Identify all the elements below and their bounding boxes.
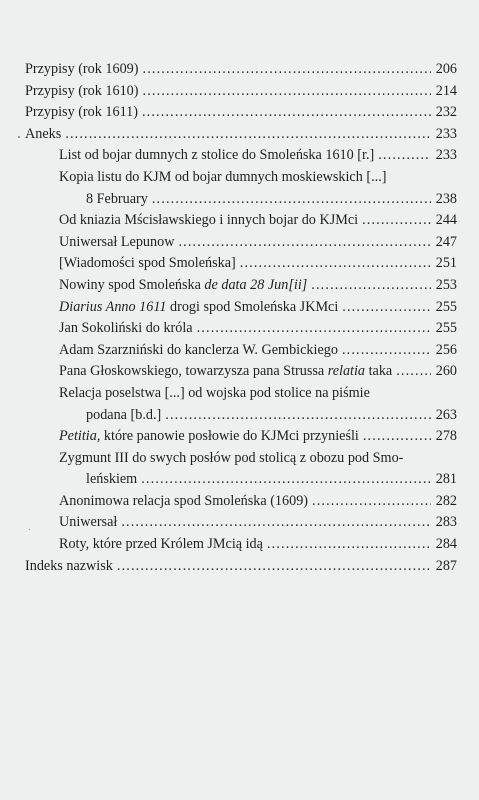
dot-leader <box>378 145 431 167</box>
toc-entry[interactable] <box>25 361 457 383</box>
toc-entry-page: 233 <box>435 147 457 164</box>
dot-leader <box>152 189 431 211</box>
toc-entry-title: List od bojar dumnych z stolice do Smoleńska 1610 [r.] <box>59 147 375 164</box>
dot-leader <box>312 491 431 513</box>
toc-entry-page: 255 <box>435 320 457 337</box>
table-of-contents <box>25 59 457 577</box>
toc-entry[interactable] <box>25 210 457 232</box>
paper-speck <box>18 136 20 138</box>
toc-entry-page: 238 <box>435 190 457 207</box>
toc-entry-title: Jan Sokoliński do króla <box>59 320 193 337</box>
toc-entry-title: Przypisy (rok 1609) <box>25 61 139 77</box>
title-part-italic: de data 28 Jun <box>204 276 289 293</box>
dot-leader <box>363 426 431 448</box>
dot-leader <box>165 405 431 427</box>
toc-entry-title: Anonimowa relacja spod Smoleńska (1609) <box>59 492 309 509</box>
toc-entry[interactable] <box>25 318 457 340</box>
toc-entry-title <box>59 297 338 319</box>
toc-entry-title: Relacja poselstwa [...] od wojska pod stolice na piśmie <box>59 384 370 401</box>
toc-entry-page: 284 <box>435 536 457 553</box>
toc-entry[interactable] <box>25 556 457 578</box>
dot-leader <box>178 232 431 254</box>
toc-entry-page: 251 <box>435 255 457 272</box>
toc-entry-title <box>59 275 307 297</box>
dot-leader <box>197 318 431 340</box>
title-part-bracket: [ii] <box>288 276 308 293</box>
toc-entry[interactable] <box>25 81 457 103</box>
toc-entry-continuation[interactable] <box>25 189 457 211</box>
toc-entry-title: Uniwersał Lepunow <box>59 233 175 250</box>
toc-entry-continuation[interactable] <box>25 469 457 491</box>
toc-entry-line[interactable] <box>25 448 457 470</box>
dot-leader <box>121 512 431 534</box>
toc-entry-page: 256 <box>435 341 457 358</box>
toc-entry[interactable] <box>25 275 457 297</box>
toc-entry-title: Przypisy (rok 1611) <box>25 104 138 121</box>
dot-leader <box>342 340 431 362</box>
toc-entry[interactable] <box>25 297 457 319</box>
toc-entry[interactable] <box>25 232 457 254</box>
toc-entry-page: 263 <box>435 406 457 423</box>
dot-leader <box>142 102 431 124</box>
toc-entry-page: 287 <box>435 557 457 574</box>
toc-entry[interactable] <box>25 124 457 146</box>
dot-leader <box>143 81 432 103</box>
toc-entry[interactable] <box>25 491 457 513</box>
dot-leader <box>65 124 431 146</box>
toc-entry-title: Indeks nazwisk <box>25 557 113 574</box>
toc-entry[interactable] <box>25 512 457 534</box>
toc-entry-title: Kopia listu do KJM od bojar dumnych moskiewskich [...] <box>59 168 387 185</box>
toc-entry-line[interactable] <box>25 167 457 189</box>
toc-entry-page: 247 <box>435 233 457 250</box>
toc-entry-title: Roty, które przed Królem JMcią idą <box>59 536 263 553</box>
dot-leader <box>240 253 431 275</box>
toc-entry-page: 260 <box>435 363 457 380</box>
dot-leader <box>311 275 431 297</box>
title-part-italic: Petitia <box>59 428 97 445</box>
toc-entry-page: 232 <box>435 104 457 121</box>
toc-entry[interactable] <box>25 145 457 167</box>
toc-entry-title <box>59 361 392 383</box>
toc-entry-line[interactable] <box>25 383 457 405</box>
toc-entry-title <box>59 426 359 448</box>
toc-entry-title: 8 February <box>86 190 148 207</box>
toc-entry-page: 281 <box>435 471 457 488</box>
dot-leader <box>141 469 431 491</box>
toc-entry-page: 253 <box>435 276 457 293</box>
toc-entry-page: 244 <box>435 212 457 229</box>
toc-entry-page: 233 <box>435 125 457 142</box>
toc-entry[interactable] <box>25 534 457 556</box>
dot-leader <box>342 297 431 319</box>
toc-entry[interactable] <box>25 253 457 275</box>
title-part: Nowiny spod Smoleńska <box>59 276 205 293</box>
toc-entry[interactable] <box>25 340 457 362</box>
toc-entry-page: 282 <box>435 492 457 509</box>
dot-leader <box>396 361 431 383</box>
title-part-italic: relatia <box>327 363 366 380</box>
dot-leader <box>362 210 431 232</box>
title-part: drogi spod Smoleńska JKMci <box>166 298 339 315</box>
toc-entry-title: Zygmunt III do swych posłów pod stolicą z obozu pod Smo- <box>59 449 404 466</box>
title-part: taka <box>365 363 393 380</box>
dot-leader <box>143 59 432 81</box>
toc-entry-title: Adam Szarzniński do kanclerza W. Gembickiego <box>59 341 338 358</box>
title-part: Pana Głoskowskiego, towarzysza pana Strussa <box>59 363 328 380</box>
toc-entry[interactable] <box>25 102 457 124</box>
toc-entry[interactable] <box>25 426 457 448</box>
paper-speck <box>29 529 30 530</box>
toc-entry-title: podana [b.d.] <box>86 406 162 423</box>
toc-entry[interactable] <box>25 59 457 81</box>
toc-entry-title: Aneks <box>25 125 62 142</box>
dot-leader <box>117 556 431 578</box>
title-part: , które panowie posłowie do KJMci przynieśli <box>96 428 359 445</box>
toc-entry-title: Przypisy (rok 1610) <box>25 82 139 99</box>
toc-entry-title: leńskiem <box>86 471 138 488</box>
toc-entry-page: 278 <box>435 428 457 445</box>
toc-entry-continuation[interactable] <box>25 405 457 427</box>
dot-leader <box>267 534 431 556</box>
toc-entry-title: [Wiadomości spod Smoleńska] <box>59 255 236 272</box>
toc-entry-title: Uniwersał <box>59 514 118 531</box>
toc-entry-page: 206 <box>435 61 457 77</box>
toc-entry-title: Od kniazia Mścisławskiego i innych bojar do KJMci <box>59 212 359 229</box>
toc-entry-page: 283 <box>435 514 457 531</box>
toc-entry-page: 255 <box>435 298 457 315</box>
title-part-italic: Diarius Anno 1611 <box>59 298 167 315</box>
toc-entry-page: 214 <box>435 82 457 99</box>
